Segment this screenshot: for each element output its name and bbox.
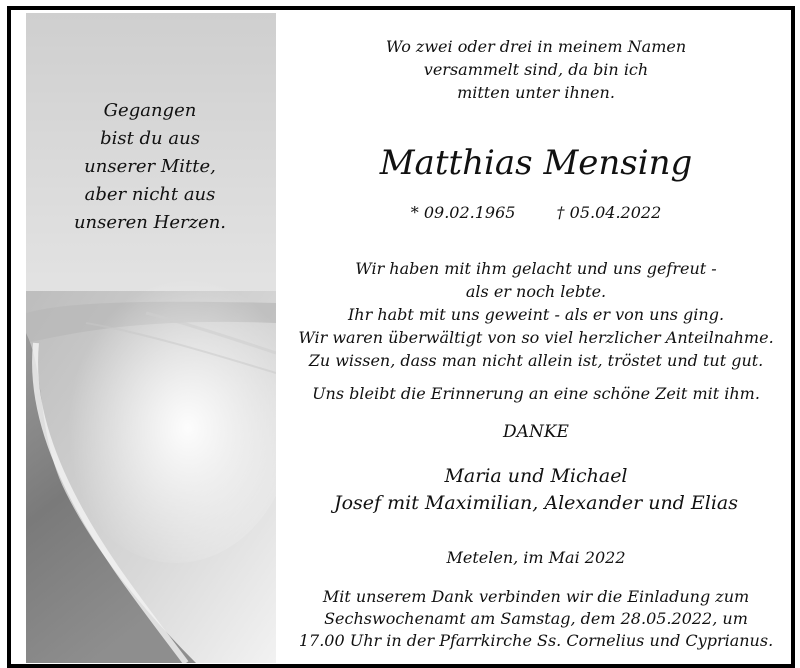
poem [286,257,786,372]
quote-line: Gegangen [103,100,197,121]
obituary-frame [7,6,795,668]
motto-line: mitten unter ihnen. [457,83,615,102]
invitation [286,586,786,652]
poem-line: Wir waren überwältigt von so viel herzlicher Anteilnahme. [298,328,774,347]
family-line: Josef mit Maximilian, Alexander und Elias [334,492,738,514]
invitation-line: Sechswochenamt am Samstag, dem 28.05.2022, um [324,609,748,628]
motto-line: versammelt sind, da bin ich [423,60,649,79]
thanks-heading: DANKE [503,422,569,442]
deceased-name: Matthias Mensing [379,143,693,183]
invitation-line: 17.00 Uhr in der Pfarrkirche Ss. Cornelius und Cyprianus. [298,631,774,650]
death-date: † 05.04.2022 [556,203,662,222]
family-line: Maria und Michael [444,465,628,487]
left-quote [25,97,275,237]
birth-date: * 09.02.1965 [410,203,516,222]
motto-line: Wo zwei oder drei in meinem Namen [385,37,687,56]
family-names [286,463,786,517]
place-date: Metelen, im Mai 2022 [446,548,626,567]
quote-line: unseren Herzen. [73,212,227,233]
poem-line: Zu wissen, dass man nicht allein ist, tröstet und tut gut. [308,351,764,370]
invitation-line: Mit unserem Dank verbinden wir die Einladung zum [322,587,750,606]
bible-motto [286,35,786,104]
poem-line: Ihr habt mit uns geweint - als er von uns ging. [347,305,725,324]
quote-line: unserer Mitte, [84,156,216,177]
poem-line: als er noch lebte. [465,282,607,301]
quote-line: aber nicht aus [84,184,216,205]
memory-line: Uns bleibt die Erinnerung an eine schöne Zeit mit ihm. [312,384,760,403]
poem-line: Wir haben mit ihm gelacht und uns gefreut - [355,259,717,278]
life-dates [286,202,786,224]
quote-line: bist du aus [100,128,200,149]
